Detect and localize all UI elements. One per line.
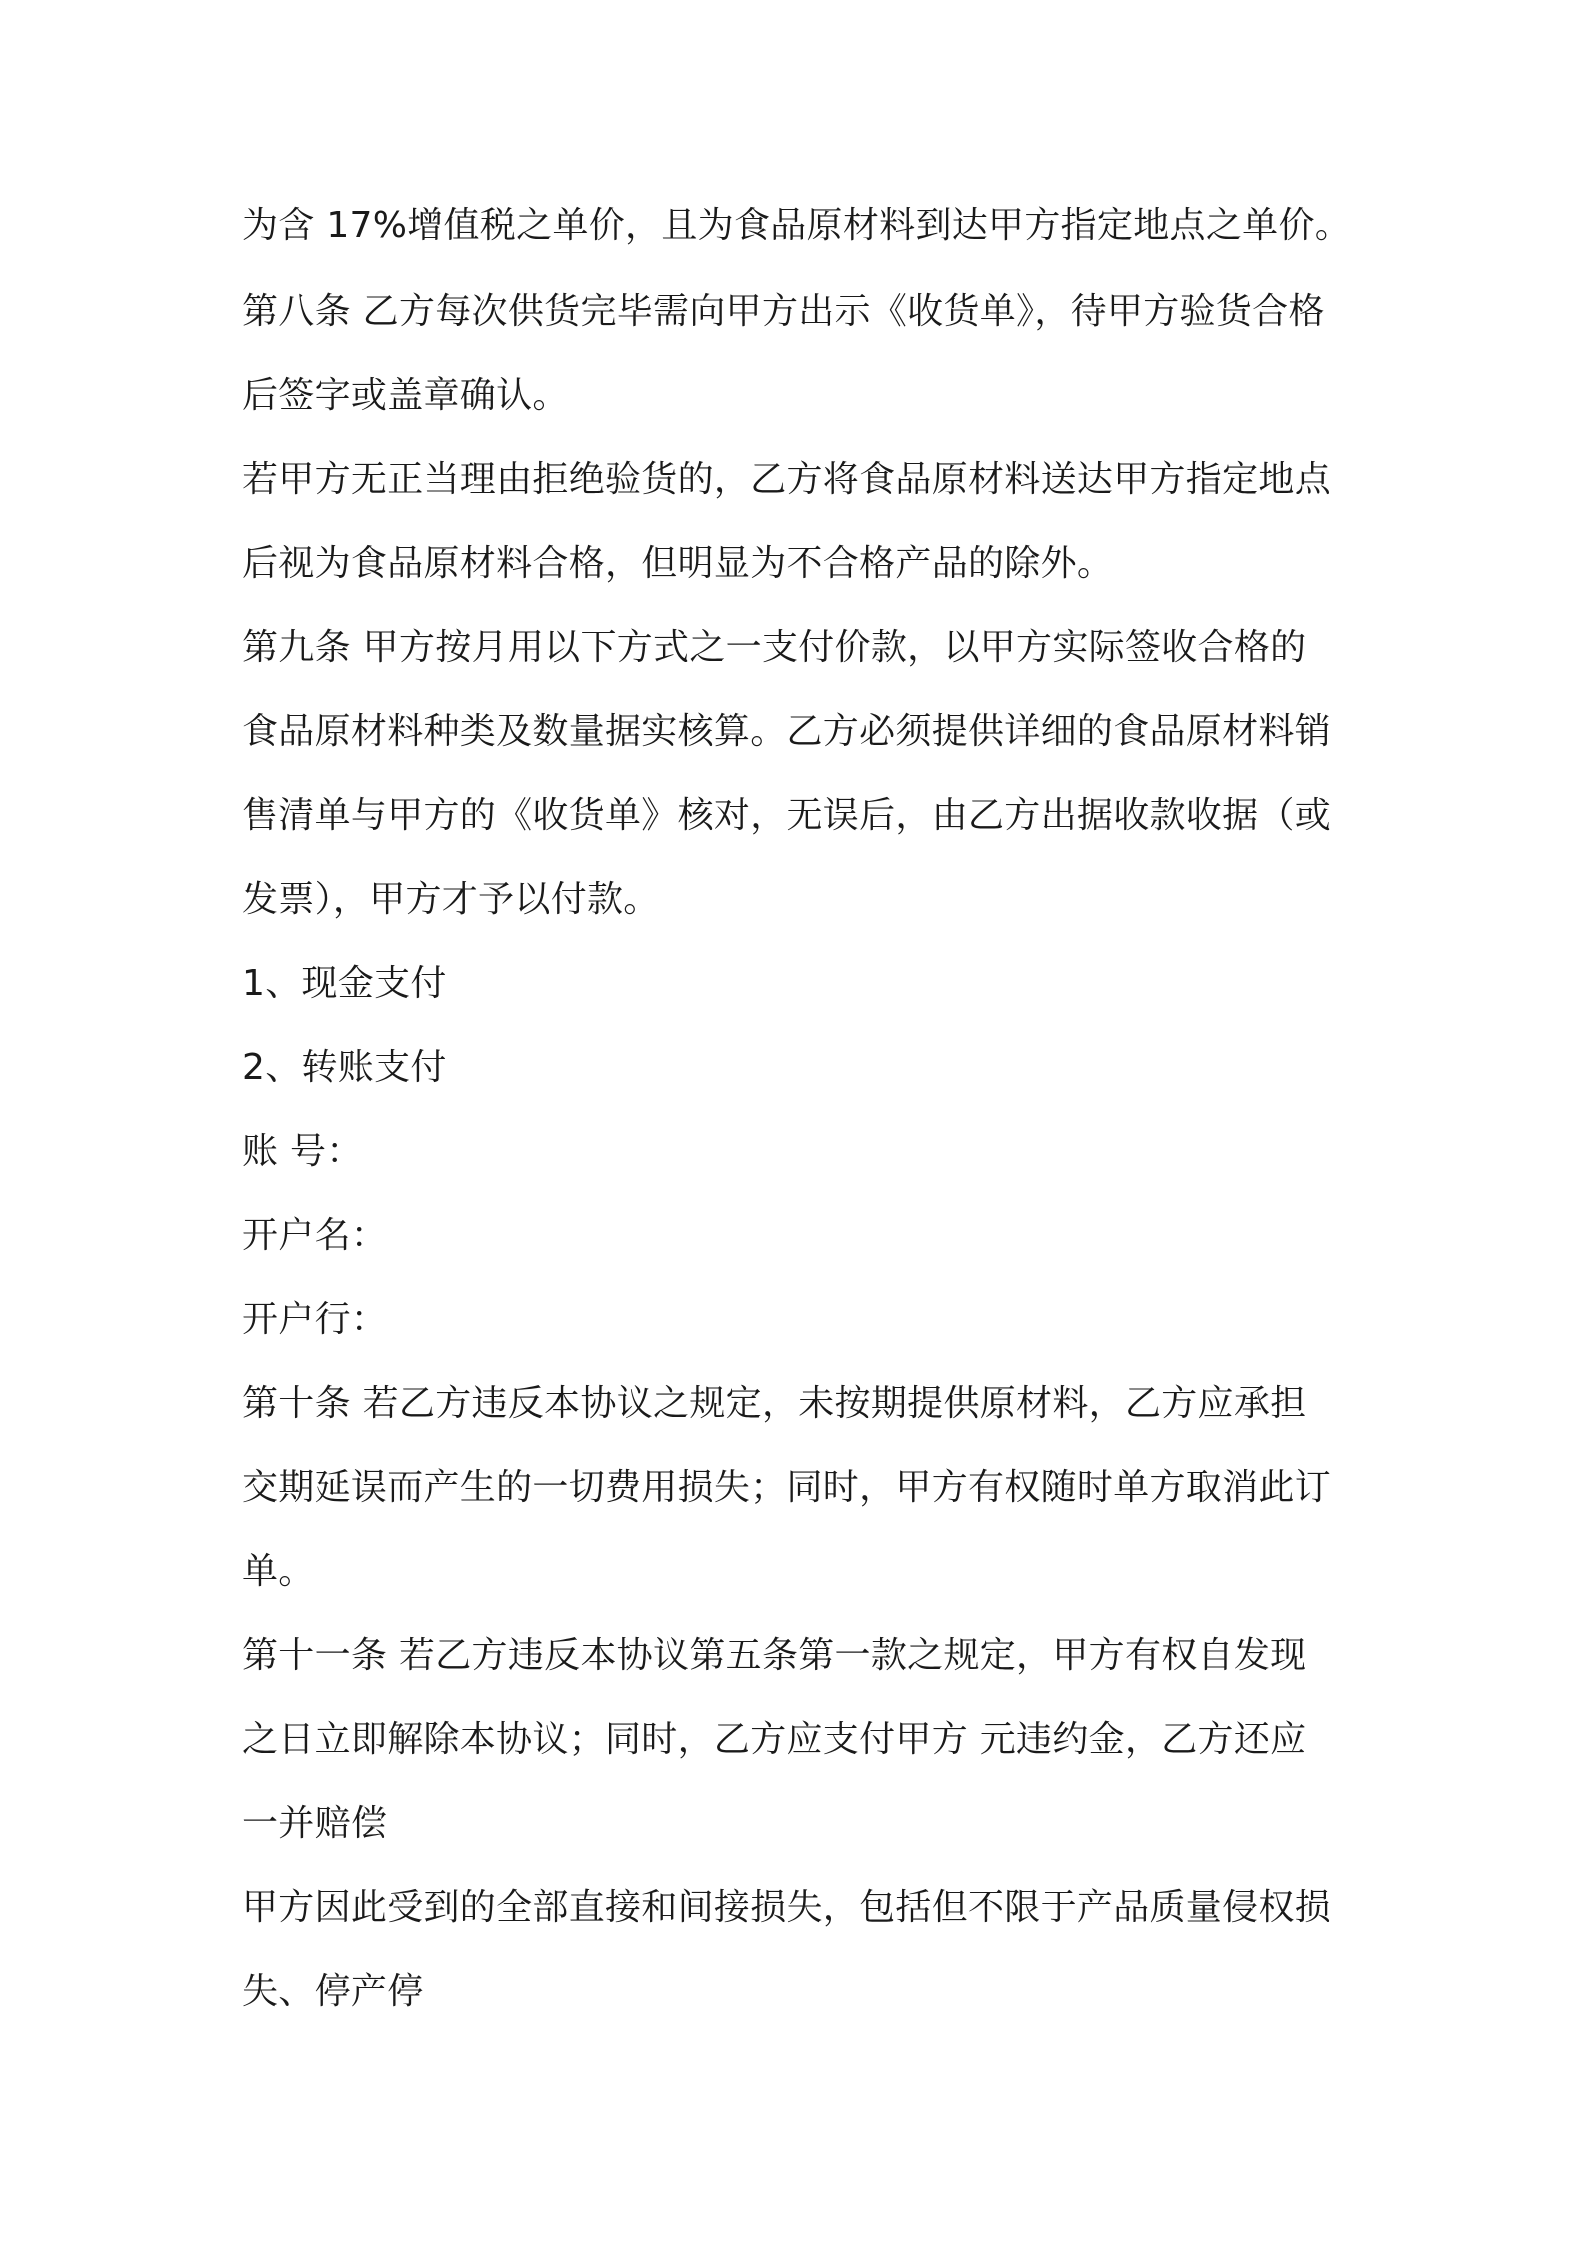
- text-line-losses: 甲方因此受到的全部直接和间接损失，包括但不限于产品质量侵权损: [242, 1887, 1332, 1928]
- text-line-article-10: 第十条 若乙方违反本协议之规定，未按期提供原材料，乙方应承担: [242, 1383, 1307, 1424]
- text-line-article-9: 第九条 甲方按月用以下方式之一支付价款，以甲方实际签收合格的: [242, 627, 1307, 668]
- text-line-transfer-payment: 2、转账支付: [242, 1047, 447, 1088]
- text-line-article-9-cont-1: 食品原材料种类及数量据实核算。乙方必须提供详细的食品原材料销: [242, 711, 1332, 752]
- text-line-article-10-cont-1: 交期延误而产生的一切费用损失；同时，甲方有权随时单方取消此订: [242, 1467, 1332, 1508]
- text-line-refusal-cont: 后视为食品原材料合格，但明显为不合格产品的除外。: [242, 543, 1114, 584]
- text-line-article-8: 第八条 乙方每次供货完毕需向甲方出示《收货单》，待甲方验货合格: [242, 291, 1325, 332]
- text-line-price-note: 为含 17%增值税之单价，且为食品原材料到达甲方指定地点之单价。: [242, 205, 1352, 246]
- text-line-refusal: 若甲方无正当理由拒绝验货的，乙方将食品原材料送达甲方指定地点: [242, 459, 1332, 500]
- text-line-article-11-cont-1: 之日立即解除本协议；同时，乙方应支付甲方 元违约金，乙方还应: [242, 1719, 1307, 1760]
- text-line-article-11: 第十一条 若乙方违反本协议第五条第一款之规定，甲方有权自发现: [242, 1635, 1307, 1676]
- text-line-losses-cont: 失、停产停: [242, 1971, 424, 2012]
- text-line-article-9-cont-3: 发票），甲方才予以付款。: [242, 879, 660, 920]
- text-line-article-11-cont-2: 一并赔偿: [242, 1803, 388, 1844]
- text-line-account-name: 开户名：: [242, 1215, 388, 1256]
- text-line-cash-payment: 1、现金支付: [242, 963, 447, 1004]
- text-line-article-9-cont-2: 售清单与甲方的《收货单》核对，无误后，由乙方出据收款收据（或: [242, 795, 1332, 836]
- text-line-account-number: 账 号：: [242, 1131, 363, 1172]
- text-line-article-8-cont: 后签字或盖章确认。: [242, 375, 569, 416]
- text-line-article-10-cont-2: 单。: [242, 1551, 315, 1592]
- text-line-account-bank: 开户行：: [242, 1299, 388, 1340]
